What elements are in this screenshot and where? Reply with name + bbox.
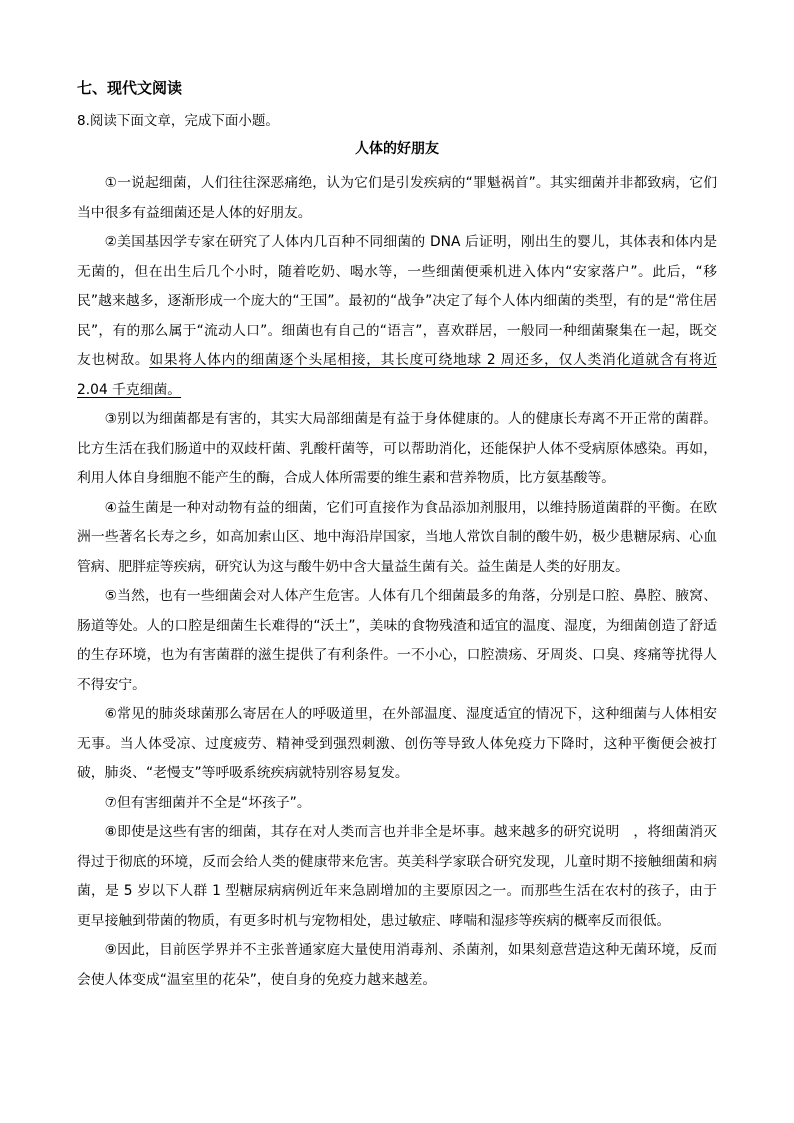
question-intro: 8.阅读下面文章，完成下面小题。	[77, 113, 279, 129]
paragraph-2	[77, 228, 717, 405]
article-body	[77, 169, 717, 995]
paragraph-1: ①一说起细菌，人们往往深恶痛绝，认为它们是引发疾病的“罪魁祸首”。其实细菌并非都致病，它们当中很多有益细菌还是人体的好朋友。	[77, 175, 717, 221]
paragraph-2-text: ②美国基因学专家在研究了人体内几百种不同细菌的 DNA 后证明，刚出生的婴儿，其体表和体内是无菌的，但在出生后几个小时，随着吃奶、喝水等，一些细菌便乘机进入体内“安家落户”。此后，“移民”越来越多，逐渐形成一个庞大的“王国”。最初的“战争”决定了每个人体内细菌的类型，有的是“常住居民”，有的那么属于“流动人口”。细菌也有自己的“语言”，喜欢群居，一般同一种细菌聚集在一起，既交友也树敌。	[77, 234, 717, 368]
paragraph-6: ⑥常见的肺炎球菌那么寄居在人的呼吸道里，在外部温度、湿度适宜的情况下，这种细菌与人体相安无事。当人体受凉、过度疲劳、精神受到强烈刺激、创伤等导致人体免疫力下降时，这种平衡便会被打破，肺炎、“老慢支”等呼吸系统疾病就特别容易复发。	[77, 706, 717, 781]
section-heading: 七、现代文阅读	[77, 79, 183, 97]
paragraph-7: ⑦但有害细菌并不全是“坏孩子”。	[104, 794, 311, 811]
underlined-sentence: 如果将人体内的细菌逐个头尾相接，其长度可绕地球 2 周还多，仅人类消化道就含有将近 2.04 千克细菌。	[77, 352, 717, 398]
article-title: 人体的好朋友	[355, 141, 439, 157]
paragraph-5: ⑤当然，也有一些细菌会对人体产生危害。人体有几个细菌最多的角落，分别是口腔、鼻腔、腋窝、肠道等处。人的口腔是细菌生长难得的“沃土”，美味的食物残渣和适宜的温度、湿度，为细菌创造了舒适的生存环境，也为有害菌群的滋生提供了有利条件。一不小心，口腔溃疡、牙周炎、口臭、疼痛等扰得人不得安宁。	[77, 588, 717, 693]
paragraph-3: ③别以为细菌都是有害的，其实大局部细菌是有益于身体健康的。人的健康长寿离不开正常的菌群。比方生活在我们肠道中的双歧杆菌、乳酸杆菌等，可以帮助消化，还能保护人体不受病原体感染。再如，利用人体自身细胞不能产生的酶，合成人体所需要的维生素和营养物质，比方氨基酸等。	[77, 411, 717, 486]
paragraph-4: ④益生菌是一种对动物有益的细菌，它们可直接作为食品添加剂服用，以维持肠道菌群的平衡。在欧洲一些著名长寿之乡，如高加索山区、地中海沿岸国家，当地人常饮自制的酸牛奶，极少患糖尿病、心血管病、肥胖症等疾病，研究认为这与酸牛奶中含大量益生菌有关。益生菌是人类的好朋友。	[77, 499, 717, 575]
paragraph-9: ⑨因此，目前医学界并不主张普通家庭大量使用消毒剂、杀菌剂，如果刻意营造这种无菌环境，反而会使人体变成“温室里的花朵”，使自身的免疫力越来越差。	[77, 942, 717, 988]
paragraph-8: ⑧即使是这些有害的细菌，其存在对人类而言也并非全是坏事。越来越多的研究说明 ，将细菌消灭得过于彻底的环境，反而会给人类的健康带来危害。英美科学家联合研究发现，儿童时期不接触细菌和病菌，是 5 岁以下人群 1 型糖尿病病例近年来急剧增加的主要原因之一。而那些生活在农村的孩子，由于更早接触到带菌的物质，有更多时机与宠物相处，患过敏症、哮喘和湿疹等疾病的概率反而很低。	[77, 824, 717, 929]
